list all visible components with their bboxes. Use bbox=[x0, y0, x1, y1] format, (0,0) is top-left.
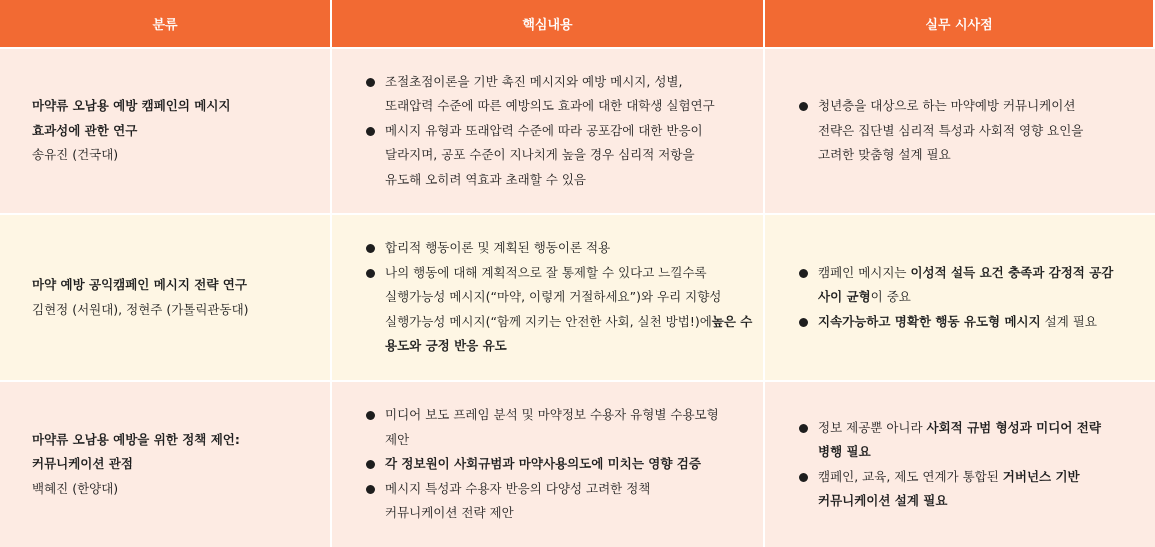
bullet-icon bbox=[799, 424, 808, 433]
header-content: 핵심내용 bbox=[332, 0, 765, 47]
category-cell bbox=[0, 380, 332, 547]
bullet-icon bbox=[799, 473, 808, 482]
bullet-icon bbox=[799, 318, 808, 327]
content-text bbox=[385, 477, 719, 526]
content-text bbox=[385, 452, 719, 477]
implication-cell bbox=[765, 47, 1155, 213]
content-item bbox=[366, 403, 719, 452]
bullet-icon bbox=[366, 127, 375, 136]
item-bold-text: 각 정보원이 사회규범과 마약사용의도에 미치는 영향 검증 bbox=[385, 456, 701, 472]
item-bold-text: 높은 수용도와 긍정 반응 유도 bbox=[385, 313, 753, 354]
study-title: 마약류 오남용 예방 캠페인의 메시지 효과성에 관한 연구 bbox=[32, 98, 231, 138]
implication-list bbox=[799, 416, 1101, 514]
item-after-text: 이 중요 bbox=[870, 289, 911, 305]
content-item bbox=[366, 452, 719, 477]
item-text: 메시지 유형과 또래압력 수준에 따라 공포감에 대한 반응이 달라지며, 공포 수준이 지나치게 높을 경우 심리적 저항을 유도해 오히려 역효과 초래할 수 있음 bbox=[385, 122, 703, 187]
content-item bbox=[366, 477, 719, 526]
content-cell bbox=[332, 380, 765, 547]
implication-text bbox=[818, 465, 1101, 514]
bullet-icon bbox=[799, 269, 808, 278]
content-cell bbox=[332, 213, 765, 380]
item-text: 청년층을 대상으로 하는 마약예방 커뮤니케이션 전략은 집단별 심리적 특성과 사회적 영향 요인을 고려한 맞춤형 설계 필요 bbox=[818, 98, 1084, 163]
implication-text bbox=[818, 261, 1113, 310]
bullet-icon bbox=[366, 460, 375, 469]
item-bold-text: 지속가능하고 명확한 행동 유도형 메시지 bbox=[818, 313, 1041, 329]
study-author: 백혜진 (한양대) bbox=[32, 480, 119, 496]
implication-list bbox=[799, 94, 1083, 168]
item-bold-text: 사회적 규범 형성과 미디어 전략 병행 필요 bbox=[818, 419, 1101, 459]
bullet-icon bbox=[366, 78, 375, 87]
item-text: 정보 제공뿐 아니라 bbox=[818, 419, 927, 435]
implication-list bbox=[799, 261, 1113, 335]
content-text bbox=[385, 119, 715, 193]
bullet-icon bbox=[366, 411, 375, 420]
category-block bbox=[32, 428, 240, 502]
content-list bbox=[366, 236, 763, 359]
implication-item bbox=[799, 310, 1113, 335]
content-text bbox=[385, 236, 763, 261]
implication-item bbox=[799, 416, 1101, 465]
implication-item bbox=[799, 94, 1083, 168]
item-bold-text: 거버넌스 기반 커뮤니케이션 설계 필요 bbox=[818, 468, 1080, 508]
implication-text bbox=[818, 310, 1113, 335]
implication-item bbox=[799, 261, 1113, 310]
item-text: 메시지 특성과 수용자 반응의 다양성 고려한 정책 커뮤니케이션 전략 제안 bbox=[385, 480, 651, 521]
content-list bbox=[366, 70, 715, 193]
study-title: 마약류 오남용 예방을 위한 정책 제언: 커뮤니케이션 관점 bbox=[32, 431, 240, 472]
item-after-text: 설계 필요 bbox=[1040, 313, 1097, 329]
content-text bbox=[385, 261, 763, 359]
implication-cell bbox=[765, 380, 1155, 547]
item-text: 미디어 보도 프레임 분석 및 마약정보 수용자 유형별 수용모형 제안 bbox=[385, 407, 719, 447]
item-bold-text: 이성적 설득 요건 충족과 감정적 공감 사이 균형 bbox=[818, 264, 1114, 305]
content-text bbox=[385, 403, 719, 452]
content-list bbox=[366, 403, 719, 526]
item-text: 조절초점이론을 기반 촉진 메시지와 예방 메시지, 성별, 또래압력 수준에 따른 예방의도 효과에 대한 대학생 실험연구 bbox=[385, 73, 715, 114]
bullet-icon bbox=[366, 269, 375, 278]
item-text: 나의 행동에 대해 계획적으로 잘 통제할 수 있다고 느낄수록 실행가능성 메시지(“마약, 이렇게 거절하세요”)와 우리 지향성 실행가능성 메시지(“함께 지키는 안전한 사회, 실천 방법!)에 bbox=[385, 264, 722, 329]
content-item bbox=[366, 261, 763, 359]
content-item bbox=[366, 70, 715, 119]
bullet-icon bbox=[366, 485, 375, 494]
content-cell bbox=[332, 47, 765, 213]
bullet-icon bbox=[366, 244, 375, 253]
implication-text bbox=[818, 416, 1101, 465]
item-text: 합리적 행동이론 및 계획된 행동이론 적용 bbox=[385, 240, 611, 256]
category-cell bbox=[0, 213, 332, 380]
header-category: 분류 bbox=[0, 0, 332, 47]
item-text: 캠페인 메시지는 bbox=[818, 264, 911, 280]
item-text: 캠페인, 교육, 제도 연계가 통합된 bbox=[818, 468, 1003, 484]
implication-cell bbox=[765, 213, 1155, 380]
category-block bbox=[32, 273, 249, 322]
study-title: 마약 예방 공익캠페인 메시지 전략 연구 bbox=[32, 277, 247, 292]
category-block bbox=[32, 94, 231, 168]
header-implication: 실무 시사점 bbox=[765, 0, 1155, 47]
content-text bbox=[385, 70, 715, 119]
content-item bbox=[366, 119, 715, 193]
category-cell bbox=[0, 47, 332, 213]
content-item bbox=[366, 236, 763, 261]
implication-text bbox=[818, 94, 1083, 168]
implication-item bbox=[799, 465, 1101, 514]
study-author: 김현정 (서원대), 정현주 (가톨릭관동대) bbox=[32, 301, 249, 317]
bullet-icon bbox=[799, 102, 808, 111]
study-author: 송유진 (건국대) bbox=[32, 147, 119, 163]
